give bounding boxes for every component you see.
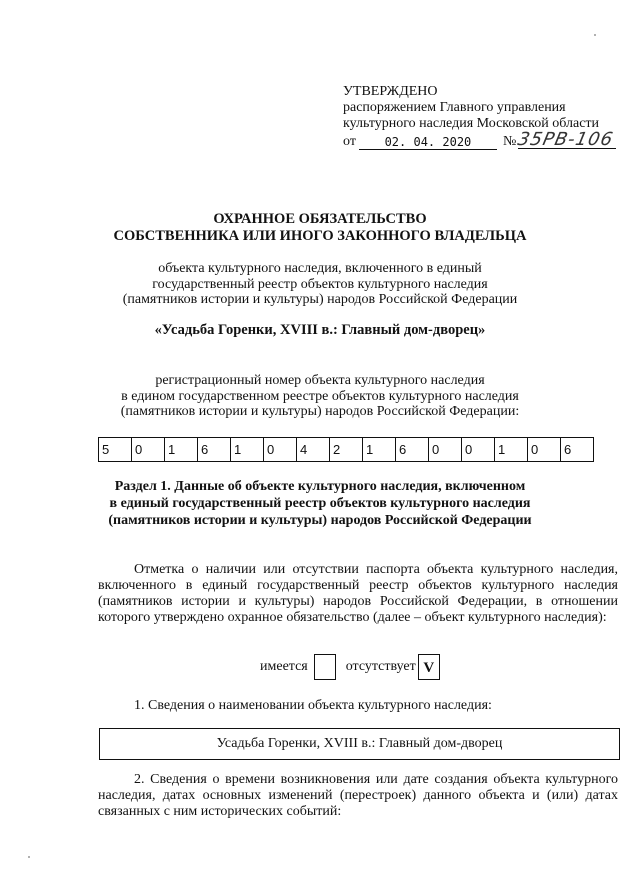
- registration-digit: 0: [528, 438, 561, 462]
- approval-block: [343, 84, 622, 150]
- registration-digit: 1: [495, 438, 528, 462]
- scan-speck: [28, 856, 30, 858]
- registration-line-3: (памятников истории и культуры) народов Российской Федерации:: [120, 404, 520, 419]
- registration-digit: 0: [429, 438, 462, 462]
- registration-description: [0, 373, 640, 420]
- approval-line-1: распоряжением Главного управления: [343, 100, 566, 115]
- registration-digit: 6: [198, 438, 231, 462]
- registration-digit: 2: [330, 438, 363, 462]
- item-2-label: 2. Сведения о времени возникновения или дате создания объекта культурного наследия, датах основных изменений (перестроек) данного объекта и (или) датах связанных с ним исторических событий:: [98, 772, 618, 819]
- passport-absent-checkbox[interactable]: V: [418, 654, 440, 680]
- subtitle-line-2: государственный реестр объектов культурного наследия: [152, 276, 488, 292]
- registration-digit: 0: [264, 438, 297, 462]
- section-1-heading: [0, 478, 640, 529]
- passport-has-checkbox[interactable]: [314, 654, 336, 680]
- object-name-heading: «Усадьба Горенки, XVIII в.: Главный дом-дворец»: [154, 322, 486, 338]
- item-1-label: 1. Сведения о наименовании объекта культурного наследия:: [134, 698, 492, 713]
- section-1-line-3: (памятников истории и культуры) народов Российской Федерации: [108, 513, 532, 528]
- registration-digit: 0: [462, 438, 495, 462]
- registration-digit: 0: [132, 438, 165, 462]
- passport-absent-label: отсутствует: [345, 659, 416, 674]
- approval-number-field: [516, 129, 622, 150]
- title-line-1: ОХРАННОЕ ОБЯЗАТЕЛЬСТВО: [213, 211, 427, 227]
- registration-digit: 6: [396, 438, 429, 462]
- title-line-2: СОБСТВЕННИКА ИЛИ ИНОГО ЗАКОННОГО ВЛАДЕЛЬЦА: [113, 228, 527, 244]
- document-subtitle: [0, 261, 640, 308]
- registration-number-table: [98, 437, 594, 462]
- passport-options: [260, 654, 450, 680]
- scan-speck: [594, 34, 596, 36]
- approval-heading: УТВЕРЖДЕНО: [343, 84, 438, 99]
- date-prefix: от: [343, 134, 356, 149]
- registration-digit: 1: [363, 438, 396, 462]
- section-1-line-2: в единый государственный реестр объектов культурного наследия: [109, 496, 531, 511]
- subtitle-line-3: (памятников истории и культуры) народов Российской Федерации: [122, 292, 518, 307]
- registration-line-2: в едином государственном реестре объектов культурного наследия: [121, 388, 519, 404]
- approval-date: 02. 04. 2020: [359, 135, 497, 150]
- passport-note: Отметка о наличии или отсутствии паспорта объекта культурного наследия, включенного в единый государственный реестр объектов культурного наследия (памятников истории и культуры) народов Российской Федерации, в отношении которого утверждено охранное обязательство (далее – объект культурного наследия):: [98, 562, 618, 625]
- approval-line-2: культурного наследия Московской области: [343, 116, 600, 131]
- approval-number: 35РВ-106: [516, 129, 616, 150]
- registration-digit: 4: [297, 438, 330, 462]
- item-1-value-box: [99, 728, 620, 760]
- section-1-line-1: Раздел 1. Данные об объекте культурного наследия, включенном: [114, 479, 526, 494]
- document-title: [0, 211, 640, 245]
- registration-digit: 6: [561, 438, 594, 462]
- subtitle-line-1: объекта культурного наследия, включенного в единый: [158, 261, 482, 276]
- registration-line-1: регистрационный номер объекта культурного наследия: [155, 373, 485, 388]
- registration-digit: 5: [99, 438, 132, 462]
- passport-has-label: имеется: [260, 659, 308, 674]
- number-prefix: №: [502, 134, 517, 149]
- registration-digit: 1: [231, 438, 264, 462]
- approval-date-row: [343, 129, 622, 150]
- registration-number-row: [99, 438, 594, 462]
- item-1-value: Усадьба Горенки, XVIII в.: Главный дом-дворец: [216, 736, 503, 751]
- registration-digit: 1: [165, 438, 198, 462]
